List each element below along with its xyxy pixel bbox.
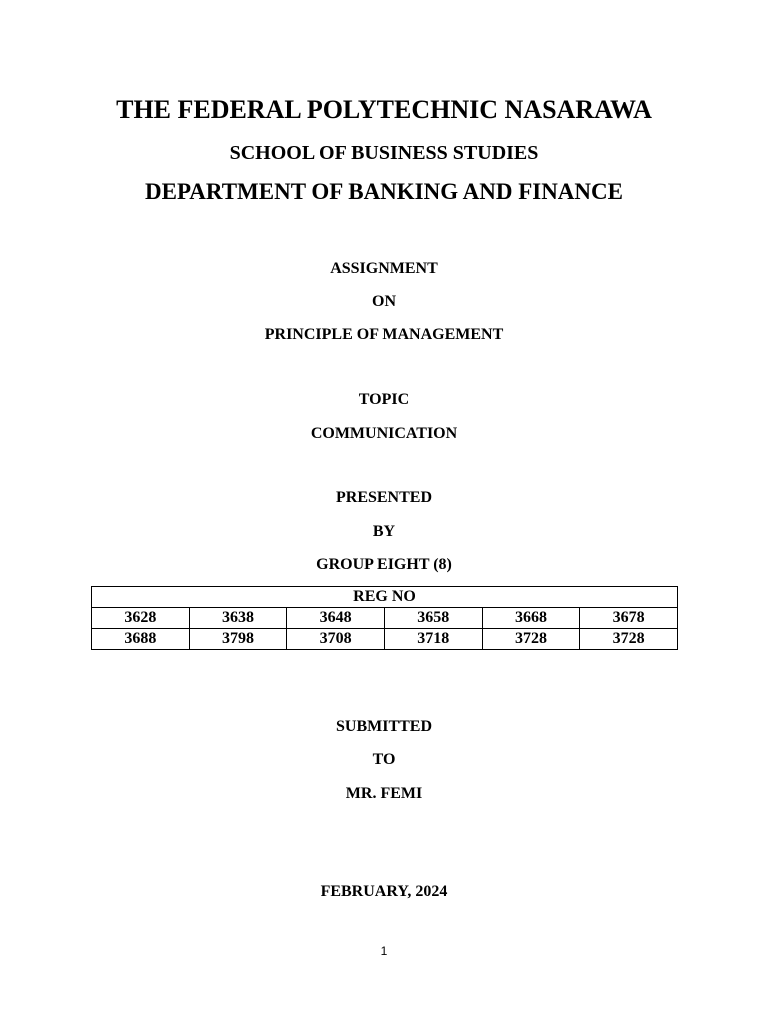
assignment-on-label: ON	[372, 293, 396, 310]
presented-by-label: BY	[372, 523, 396, 540]
topic-label: TOPIC	[358, 391, 410, 408]
table-row	[92, 608, 678, 629]
reg-number-cell: 3728	[482, 629, 580, 650]
submitted-label: SUBMITTED	[335, 718, 433, 735]
presented-label: PRESENTED	[335, 489, 433, 506]
page-number: 1	[380, 944, 388, 958]
reg-number-cell: 3708	[287, 629, 385, 650]
submission-date: FEBRUARY, 2024	[320, 883, 448, 900]
assignment-label: ASSIGNMENT	[330, 260, 438, 277]
reg-number-cell: 3628	[92, 608, 190, 629]
reg-number-cell: 3678	[580, 608, 678, 629]
reg-number-cell: 3728	[580, 629, 678, 650]
reg-table-header-row	[92, 587, 678, 608]
submitted-to-label: TO	[372, 751, 396, 768]
school-name: SCHOOL OF BUSINESS STUDIES	[229, 142, 539, 164]
department-name: DEPARTMENT OF BANKING AND FINANCE	[145, 179, 623, 204]
reg-number-cell: 3668	[482, 608, 580, 629]
reg-number-cell: 3638	[189, 608, 287, 629]
institution-title: THE FEDERAL POLYTECHNIC NASARAWA	[116, 95, 652, 124]
reg-number-cell: 3798	[189, 629, 287, 650]
recipient-name: MR. FEMI	[345, 785, 423, 802]
reg-number-cell: 3648	[287, 608, 385, 629]
topic-value: COMMUNICATION	[310, 425, 458, 442]
course-title: PRINCIPLE OF MANAGEMENT	[264, 326, 504, 343]
reg-number-cell: 3718	[384, 629, 482, 650]
reg-number-table	[91, 586, 678, 650]
reg-number-cell: 3658	[384, 608, 482, 629]
reg-number-cell: 3688	[92, 629, 190, 650]
group-name: GROUP EIGHT (8)	[316, 556, 452, 573]
reg-table-header: REG NO	[92, 587, 678, 608]
table-row	[92, 629, 678, 650]
